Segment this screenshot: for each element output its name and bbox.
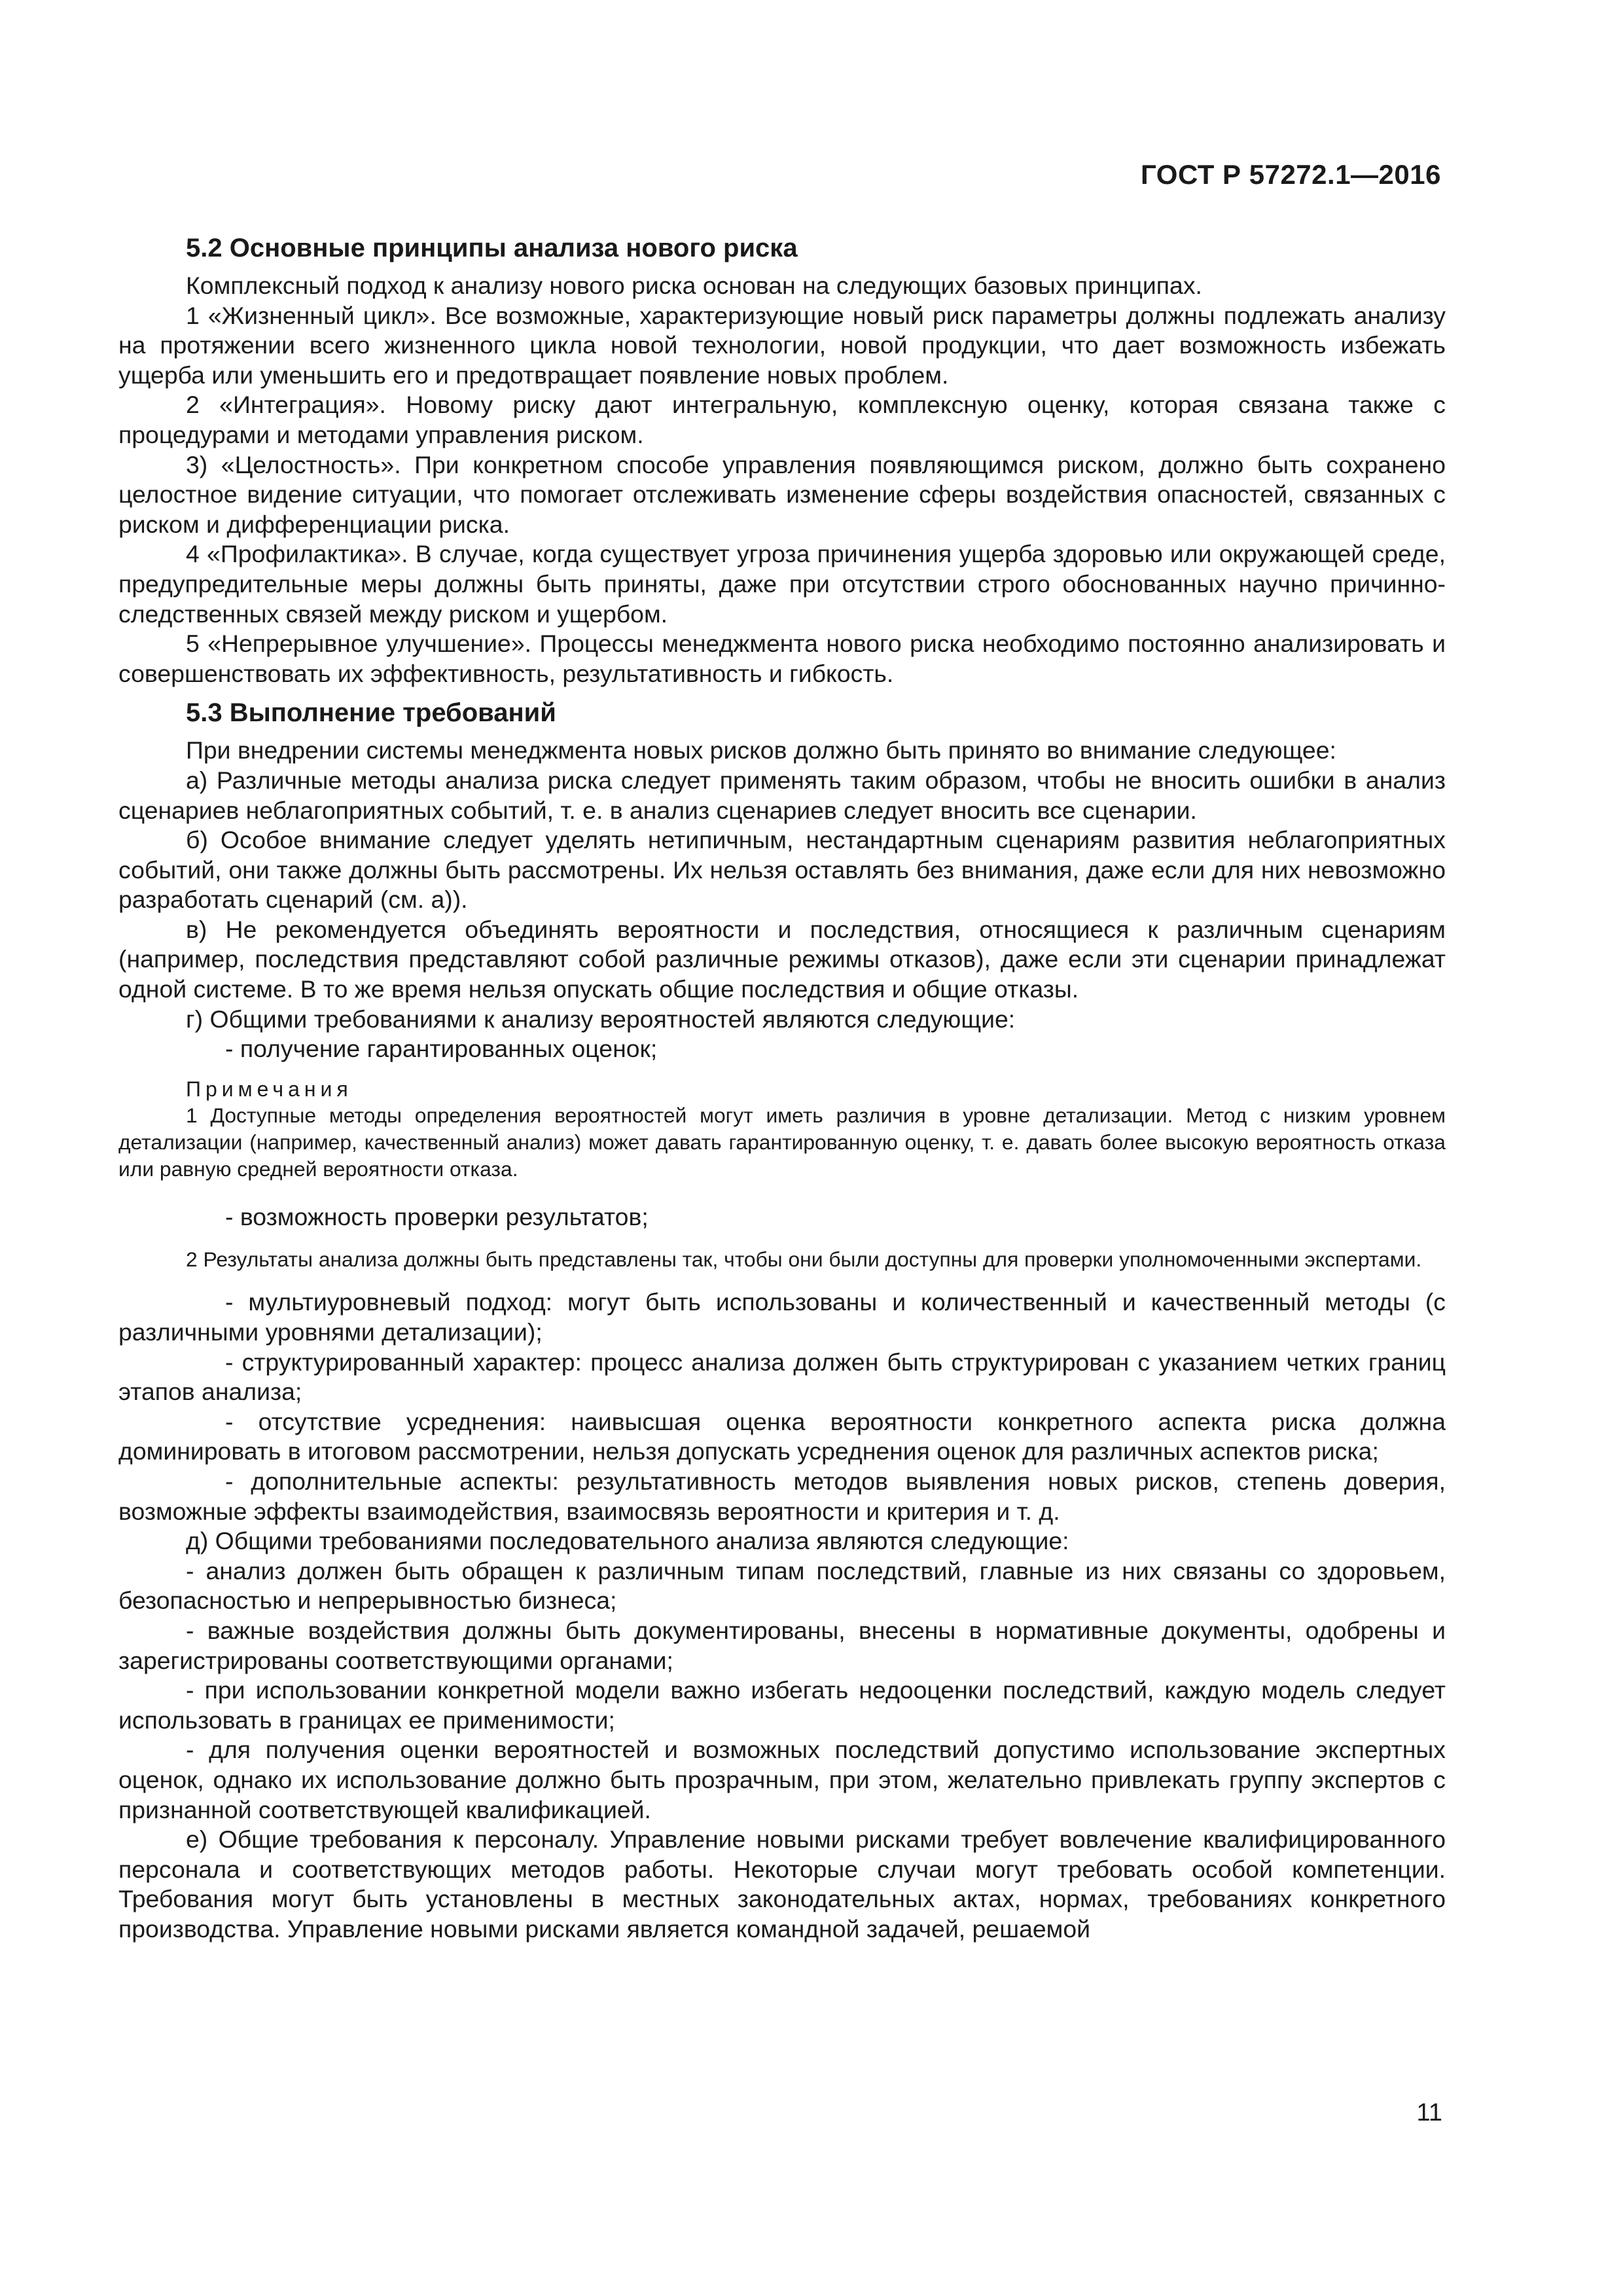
list-item: - анализ должен быть обращен к различным типам последствий, главные из них связаны со здоровьем, безопасностью и непрерывностью бизнеса; (118, 1556, 1446, 1615)
section-5-2-heading: 5.2 Основные принципы анализа нового риска (186, 234, 798, 262)
page-number: 11 (1416, 2099, 1442, 2126)
list-item: - возможность проверки результатов; (225, 1202, 649, 1230)
item-e: е) Общие требования к персоналу. Управление новыми рисками требует вовлечение квалифицированного персонала и соответствующих методов работы. Некоторые случаи могут требовать особой компетенции. Требования могут быть установлены в местных законодательных актах, нормах, требованиях конкретного производства. Управление новыми рисками является командной задачей, решаемой (118, 1825, 1446, 1943)
principle-integrity: 3) «Целостность». При конкретном способе управления появляющимся риском, должно быть сохранено целостное видение ситуации, что помогает отслеживать изменение сферы воздействия опасностей, связанных с риском и дифференциации риска. (118, 450, 1446, 538)
list-item: - мультиуровневый подход: могут быть использованы и количественный и качественный методы (с различными уровнями детализации); (118, 1288, 1446, 1346)
list-item: - при использовании конкретной модели важно избегать недооценки последствий, каждую модель следует использовать в границах ее применимости; (118, 1676, 1446, 1734)
standard-designation: ГОСТ Р 57272.1—2016 (1141, 159, 1441, 190)
note-1: 1 Доступные методы определения вероятностей могут иметь различия в уровне детализации. Метод с низким уровнем детализации (например, качественный анализ) может давать гарантированную оценку, т. е. давать более высокую вероятность отказа или равную средней вероятности отказа. (118, 1103, 1446, 1181)
list-item: - структурированный характер: процесс анализа должен быть структурирован с указанием четких границ этапов анализа; (118, 1348, 1446, 1406)
list-item: - отсутствие усреднения: наивысшая оценка вероятности конкретного аспекта риска должна доминировать в итоговом рассмотрении, нельзя допускать усреднения оценок для различных аспектов риска; (118, 1407, 1446, 1465)
section-5-3-heading: 5.3 Выполнение требований (186, 698, 556, 728)
paragraph: Комплексный подход к анализу нового риска основан на следующих базовых принципах. (186, 272, 1202, 299)
list-item: - для получения оценки вероятностей и возможных последствий допустимо использование экспертных оценок, однако их использование должно быть прозрачным, при этом, желательно привлекать группу экспертов с признанной соответствующей квалификацией. (118, 1736, 1446, 1823)
item-d: д) Общими требованиями последовательного анализа являются следующие: (186, 1527, 1069, 1555)
item-v: в) Не рекомендуется объединять вероятности и последствия, относящиеся к различным сценариям (например, последствия представляют собой различные режимы отказов), даже если эти сценарии принадлежат одной системе. В то же время нельзя опускать общие последствия и общие отказы. (118, 915, 1446, 1003)
principle-prevention: 4 «Профилактика». В случае, когда существует угроза причинения ущерба здоровью или окружающей среде, предупредительные меры должны быть приняты, даже при отсутствии строго обоснованных научно причинно-следственных связей между риском и ущербом. (118, 540, 1446, 628)
list-item: - дополнительные аспекты: результативность методов выявления новых рисков, степень доверия, возможные эффекты взаимодействия, взаимосвязь вероятности и критерия и т. д. (118, 1467, 1446, 1525)
item-g: г) Общими требованиями к анализу вероятностей являются следующие: (186, 1005, 1016, 1033)
list-item: - получение гарантированных оценок; (225, 1035, 658, 1063)
notes-title: Примечания (186, 1077, 353, 1101)
item-a: а) Различные методы анализа риска следует применять таким образом, чтобы не вносить ошибки в анализ сценариев неблагоприятных событий, т. е. в анализ сценариев следует вносить все сценарии. (118, 766, 1446, 824)
principle-life-cycle: 1 «Жизненный цикл». Все возможные, характеризующие новый риск параметры должны подлежать анализу на протяжении всего жизненного цикла новой технологии, новой продукции, что дает возможность избежать ущерба или уменьшить его и предотвращает появление новых проблем. (118, 301, 1446, 389)
list-item: - важные воздействия должны быть документированы, внесены в нормативные документы, одобрены и зарегистрированы соответствующими органами; (118, 1616, 1446, 1674)
item-b: б) Особое внимание следует уделять нетипичным, нестандартным сценариям развития неблагоприятных событий, они также должны быть рассмотрены. Их нельзя оставлять без внимания, даже если для них невозможно разработать сценарий (см. а)). (118, 826, 1446, 914)
section-5-3-intro: При внедрении системы менеджмента новых рисков должно быть принято во внимание следующее: (186, 736, 1336, 764)
page-content (118, 233, 1446, 1945)
principle-continuous-improvement: 5 «Непрерывное улучшение». Процессы менеджмента нового риска необходимо постоянно анализировать и совершенствовать их эффективность, результативность и гибкость. (118, 630, 1446, 687)
note-2: 2 Результаты анализа должны быть представлены так, чтобы они были доступны для проверки уполномоченными экспертами. (186, 1247, 1422, 1272)
principle-integration: 2 «Интеграция». Новому риску дают интегральную, комплексную оценку, которая связана также с процедурами и методами управления риском. (118, 391, 1446, 448)
